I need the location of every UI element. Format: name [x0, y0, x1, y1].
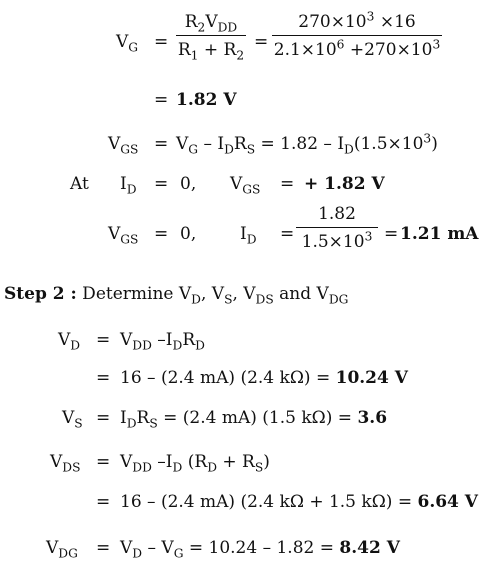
equals-sign: = — [96, 538, 111, 558]
step2-heading: Step 2 : Determine $V_D$, $V_S$, $V_{DS}$ and $V_{DG}$ — [4, 284, 349, 307]
vds-result: 6.64 V — [417, 492, 478, 512]
vgs-var: $V_{GS}$ — [230, 174, 261, 197]
fraction-denominator: $2.1\times 10^6 +270\times 10^3$ — [273, 37, 441, 60]
fraction-denominator: $1.5\times 10^3$ — [301, 229, 373, 252]
vds-lhs: $V_{DS}$ — [50, 452, 81, 475]
equals-sign: = — [154, 224, 169, 244]
id-result: 1.21 mA — [400, 224, 479, 244]
fraction-numerator: $270\times 10^3 \times 16$ — [298, 9, 416, 32]
at-label: At — [70, 174, 89, 194]
vgs-lhs: $V_{GS}$ — [108, 134, 139, 157]
id-var: $I_D$ — [120, 174, 137, 197]
equals-sign: = — [154, 174, 169, 194]
vg-formula-fraction — [176, 12, 246, 63]
equals-sign: = — [154, 32, 169, 52]
equals-sign: = — [96, 492, 111, 512]
equals-sign: = — [280, 224, 295, 244]
vs-lhs: $V_S$ — [62, 408, 83, 431]
vdg-lhs: $V_{DG}$ — [46, 538, 78, 561]
equals-sign: = — [254, 32, 269, 52]
id-fraction — [296, 206, 378, 251]
vgs-value: 0, — [180, 224, 197, 244]
id-value: 0, — [180, 174, 197, 194]
vs-expression: $I_DR_S = (2.4$ mA) (1.5 kΩ) = 3.6 — [120, 408, 388, 431]
vg-result: 1.82 V — [176, 90, 237, 110]
equals-sign: = — [154, 90, 169, 110]
vs-result: 3.6 — [357, 408, 388, 428]
vds-calculation: 16 – (2.4 mA) (2.4 kΩ + 1.5 kΩ) = 6.64 V — [120, 492, 478, 512]
equals-sign: = — [96, 330, 111, 350]
equals-sign: = — [280, 174, 295, 194]
vgs-value: + 1.82 V — [304, 174, 385, 194]
vdg-expression: $V_D - V_G = 10.24 - 1.82 = 8.42$ V — [120, 538, 400, 561]
vgs-var: $V_{GS}$ — [108, 224, 139, 247]
step-label: Step 2 : — [4, 284, 77, 304]
vds-expression: $V_{DD}$ $-I_D$ $(R_D + R_S)$ — [120, 452, 270, 475]
vdg-result: 8.42 V — [339, 538, 400, 558]
vg-lhs: $V_G$ — [116, 32, 139, 55]
vgs-expression: $V_G - I_DR_S = 1.82 - I_D(1.5\times 10^3)$ — [176, 131, 438, 157]
vd-expression: $V_{DD}$ $-I_DR_D$ — [120, 330, 205, 353]
equals-sign: = — [96, 408, 111, 428]
vd-calculation: 16 – (2.4 mA) (2.4 kΩ) = 10.24 V — [120, 368, 408, 388]
equals-sign: = — [384, 224, 399, 244]
vd-lhs: $V_D$ — [58, 330, 81, 353]
fraction-numerator: $R_2V_{DD}$ — [184, 12, 238, 35]
equals-sign: = — [96, 452, 111, 472]
vd-result: 10.24 V — [335, 368, 408, 388]
id-var: $I_D$ — [240, 224, 257, 247]
equals-sign: = — [154, 134, 169, 154]
fraction-numerator: 1.82 — [318, 204, 356, 224]
vg-numeric-fraction — [272, 9, 442, 60]
equals-sign: = — [96, 368, 111, 388]
fraction-denominator: $R_1 + R_2$ — [177, 40, 245, 63]
